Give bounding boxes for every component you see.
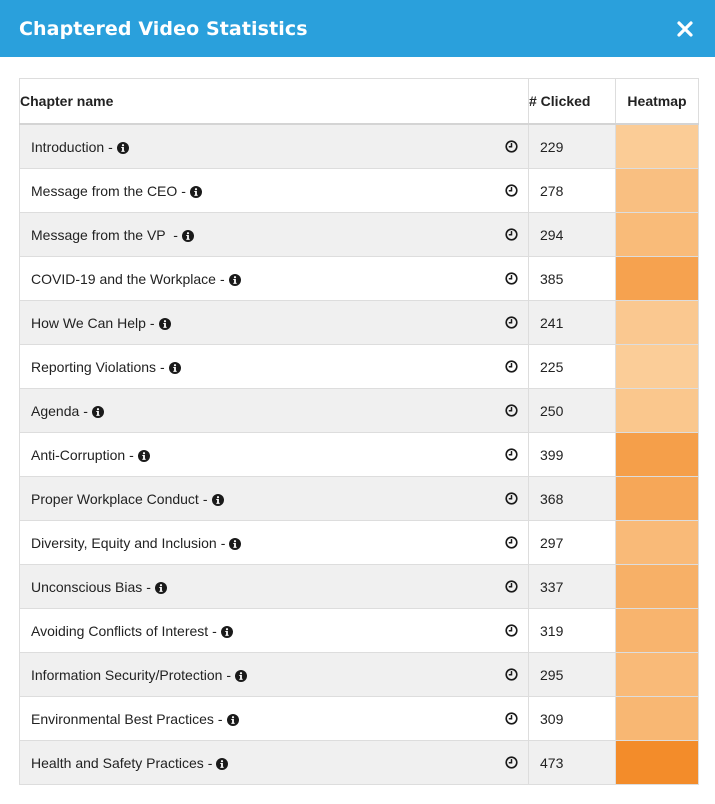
clicked-count: 294 xyxy=(529,213,616,257)
chapter-name: Message from the VP xyxy=(31,226,170,243)
chapter-name-cell xyxy=(20,697,529,741)
chapter-stats-table xyxy=(19,78,699,785)
clock-icon[interactable] xyxy=(505,756,518,769)
chapter-name: Introduction xyxy=(31,138,105,155)
table-body xyxy=(20,124,699,785)
chapter-name-separator: - xyxy=(202,490,208,507)
chapter-name: Health and Safety Practices xyxy=(31,754,204,771)
chapter-name-separator: - xyxy=(108,138,113,155)
chapter-name-cell xyxy=(20,257,529,301)
table-row xyxy=(20,124,699,169)
heatmap-cell xyxy=(616,477,699,521)
clicked-count: 278 xyxy=(529,169,616,213)
clock-icon[interactable] xyxy=(505,272,518,285)
chapter-name-cell xyxy=(20,169,529,213)
column-header-clicked: # Clicked xyxy=(529,79,616,125)
info-icon[interactable] xyxy=(155,581,167,593)
table-row xyxy=(20,521,699,565)
clicked-count: 319 xyxy=(529,609,616,653)
clock-icon[interactable] xyxy=(505,316,518,329)
close-icon[interactable] xyxy=(674,18,696,40)
clicked-count: 241 xyxy=(529,301,616,345)
chapter-name-separator: - xyxy=(181,182,186,199)
clicked-count: 225 xyxy=(529,345,616,389)
heatmap-cell xyxy=(616,389,699,433)
clock-icon[interactable] xyxy=(505,228,518,241)
table-row xyxy=(20,741,699,785)
info-icon[interactable] xyxy=(159,317,171,329)
heatmap-cell xyxy=(616,257,699,301)
chapter-name: Diversity, Equity and Inclusion xyxy=(31,534,217,551)
chapter-name-cell xyxy=(20,653,529,697)
clicked-count: 337 xyxy=(529,565,616,609)
heatmap-cell xyxy=(616,521,699,565)
heatmap-cell xyxy=(616,565,699,609)
info-icon[interactable] xyxy=(235,669,247,681)
chapter-name-separator: - xyxy=(219,270,225,287)
heatmap-cell xyxy=(616,697,699,741)
clicked-count: 368 xyxy=(529,477,616,521)
clock-icon[interactable] xyxy=(505,668,518,681)
clicked-count: 399 xyxy=(529,433,616,477)
table-row xyxy=(20,477,699,521)
clock-icon[interactable] xyxy=(505,536,518,549)
clock-icon[interactable] xyxy=(505,184,518,197)
chapter-name: Agenda xyxy=(31,402,80,419)
chapter-name-separator: - xyxy=(160,358,165,375)
clock-icon[interactable] xyxy=(505,712,518,725)
info-icon[interactable] xyxy=(229,537,241,549)
chapter-name-cell xyxy=(20,433,529,477)
chapter-name-separator: - xyxy=(217,710,223,727)
clicked-count: 309 xyxy=(529,697,616,741)
chapter-name: Environmental Best Practices xyxy=(31,710,214,727)
chapter-name-cell xyxy=(20,389,529,433)
heatmap-cell xyxy=(616,169,699,213)
chapter-name-cell xyxy=(20,565,529,609)
chapter-name-separator: - xyxy=(220,534,226,551)
chapter-name-separator: - xyxy=(149,314,155,331)
table-row xyxy=(20,609,699,653)
chapter-name-separator: - xyxy=(212,622,217,639)
heatmap-cell xyxy=(616,345,699,389)
info-icon[interactable] xyxy=(182,229,194,241)
chapter-name-cell xyxy=(20,213,529,257)
table-row xyxy=(20,433,699,477)
chapter-name-cell xyxy=(20,345,529,389)
chapter-name: Unconscious Bias xyxy=(31,578,143,595)
chapter-name-separator: - xyxy=(146,578,151,595)
clock-icon[interactable] xyxy=(505,580,518,593)
chapter-name: COVID-19 and the Workplace xyxy=(31,270,216,287)
chapter-name-cell xyxy=(20,521,529,565)
info-icon[interactable] xyxy=(229,273,241,285)
chapter-name-cell xyxy=(20,124,529,169)
chapter-name: Anti-Corruption xyxy=(31,446,126,463)
table-row xyxy=(20,301,699,345)
chapter-name-cell xyxy=(20,301,529,345)
clicked-count: 229 xyxy=(529,124,616,169)
clicked-count: 295 xyxy=(529,653,616,697)
chapter-name: How We Can Help xyxy=(31,314,146,331)
chapter-name: Reporting Violations xyxy=(31,358,157,375)
heatmap-cell xyxy=(616,741,699,785)
table-row xyxy=(20,697,699,741)
clicked-count: 250 xyxy=(529,389,616,433)
chapter-name-separator: - xyxy=(129,446,134,463)
modal-body xyxy=(0,57,715,804)
clock-icon[interactable] xyxy=(505,448,518,461)
chapter-name-cell xyxy=(20,741,529,785)
modal-title: Chaptered Video Statistics xyxy=(19,17,308,40)
clock-icon[interactable] xyxy=(505,404,518,417)
clicked-count: 385 xyxy=(529,257,616,301)
table-row xyxy=(20,565,699,609)
info-icon[interactable] xyxy=(92,405,104,417)
heatmap-cell xyxy=(616,213,699,257)
column-header-heatmap: Heatmap xyxy=(616,79,699,125)
chapter-name-cell xyxy=(20,477,529,521)
table-header-row xyxy=(20,79,699,125)
clock-icon[interactable] xyxy=(505,140,518,153)
column-header-chapter-name: Chapter name xyxy=(20,79,529,125)
heatmap-cell xyxy=(616,609,699,653)
table-row xyxy=(20,169,699,213)
heatmap-cell xyxy=(616,653,699,697)
chapter-name-separator: - xyxy=(173,226,178,243)
table-row xyxy=(20,389,699,433)
clicked-count: 473 xyxy=(529,741,616,785)
clock-icon[interactable] xyxy=(505,360,518,373)
info-icon[interactable] xyxy=(117,141,129,153)
heatmap-cell xyxy=(616,301,699,345)
info-icon[interactable] xyxy=(138,449,150,461)
chapter-name-separator: - xyxy=(207,754,213,771)
chapter-name-separator: - xyxy=(226,666,232,683)
chapter-name: Message from the CEO xyxy=(31,182,178,199)
info-icon[interactable] xyxy=(169,361,181,373)
clock-icon[interactable] xyxy=(505,624,518,637)
table-row xyxy=(20,653,699,697)
chapter-name: Avoiding Conflicts of Interest xyxy=(31,622,209,639)
table-row xyxy=(20,257,699,301)
chapter-name-cell xyxy=(20,609,529,653)
info-icon[interactable] xyxy=(212,493,224,505)
info-icon[interactable] xyxy=(221,625,233,637)
info-icon[interactable] xyxy=(216,757,228,769)
chapter-name: Proper Workplace Conduct xyxy=(31,490,199,507)
chapter-name-separator: - xyxy=(83,402,88,419)
heatmap-cell xyxy=(616,433,699,477)
chapter-name: Information Security/Protection xyxy=(31,666,223,683)
clock-icon[interactable] xyxy=(505,492,518,505)
info-icon[interactable] xyxy=(227,713,239,725)
modal-header xyxy=(0,0,715,57)
heatmap-cell xyxy=(616,124,699,169)
table-row xyxy=(20,345,699,389)
clicked-count: 297 xyxy=(529,521,616,565)
table-row xyxy=(20,213,699,257)
info-icon[interactable] xyxy=(190,185,202,197)
